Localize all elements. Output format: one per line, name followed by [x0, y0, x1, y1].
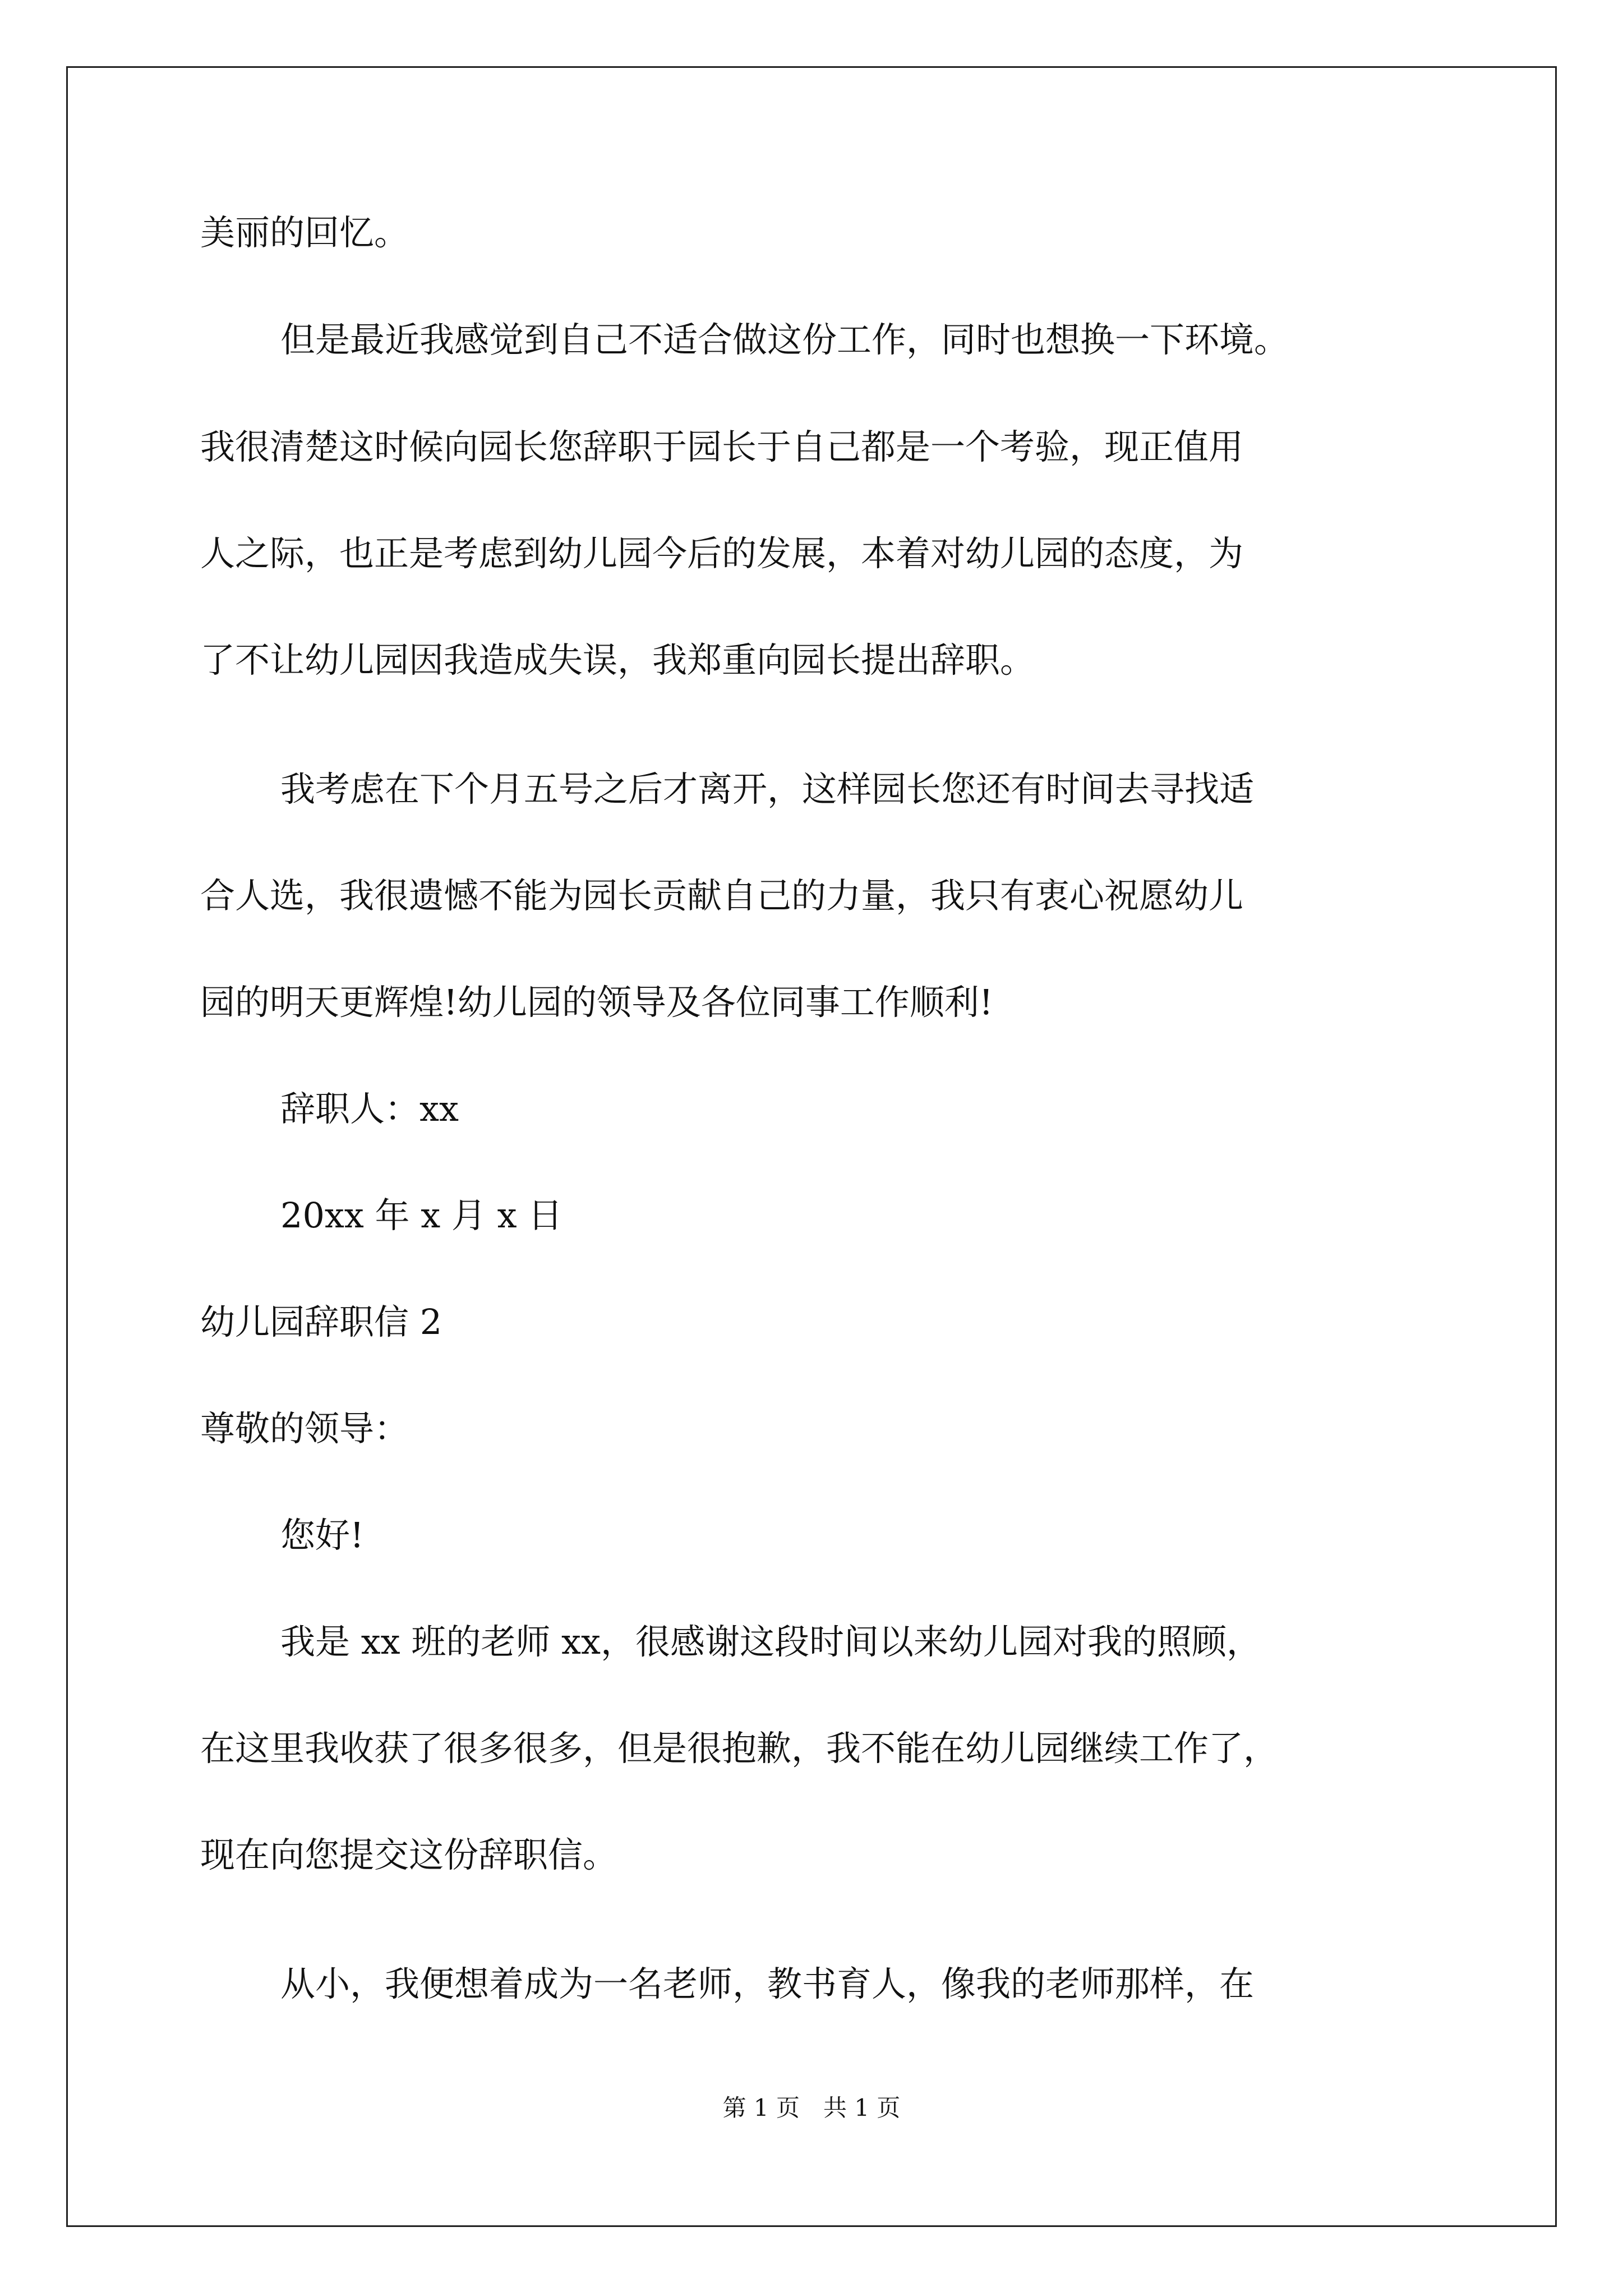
- text-line: 我考虑在下个月五号之后才离开，这样园长您还有时间去寻找适: [280, 769, 1255, 809]
- text-line: 了不让幼儿园因我造成失误，我郑重向园长提出辞职。: [200, 639, 1035, 680]
- text-line: 美丽的回忆。: [200, 212, 409, 253]
- section-title: 幼儿园辞职信 2: [200, 1301, 442, 1342]
- salutation: 尊敬的领导：: [200, 1408, 409, 1449]
- page-border: [66, 66, 1557, 2227]
- page-footer: 第 1 页 共 1 页: [722, 2094, 901, 2122]
- text-line: 我很清楚这时候向园长您辞职于园长于自己都是一个考验，现正值用: [200, 426, 1244, 467]
- text-line: 从小，我便想着成为一名老师，教书育人，像我的老师那样，在: [280, 1963, 1255, 2004]
- text-line: 人之际，也正是考虑到幼儿园今后的发展，本着对幼儿园的态度，为: [200, 533, 1244, 574]
- text-line: 但是最近我感觉到自己不适合做这份工作，同时也想换一下环境。: [280, 319, 1289, 360]
- date-line: 20xx 年 x 月 x 日: [280, 1195, 563, 1236]
- text-line: 在这里我收获了很多很多，但是很抱歉，我不能在幼儿园继续工作了，: [200, 1728, 1279, 1769]
- text-line: 合人选，我很遗憾不能为园长贡献自己的力量，我只有衷心祝愿幼儿: [200, 875, 1244, 916]
- text-line: 我是 xx 班的老师 xx，很感谢这段时间以来幼儿园对我的照顾，: [280, 1621, 1261, 1662]
- text-line: 园的明天更辉煌!幼儿园的领导及各位同事工作顺利!: [200, 982, 993, 1023]
- text-line: 现在向您提交这份辞职信。: [200, 1834, 618, 1875]
- signer-line: 辞职人：xx: [280, 1088, 459, 1129]
- greeting: 您好!: [280, 1515, 364, 1556]
